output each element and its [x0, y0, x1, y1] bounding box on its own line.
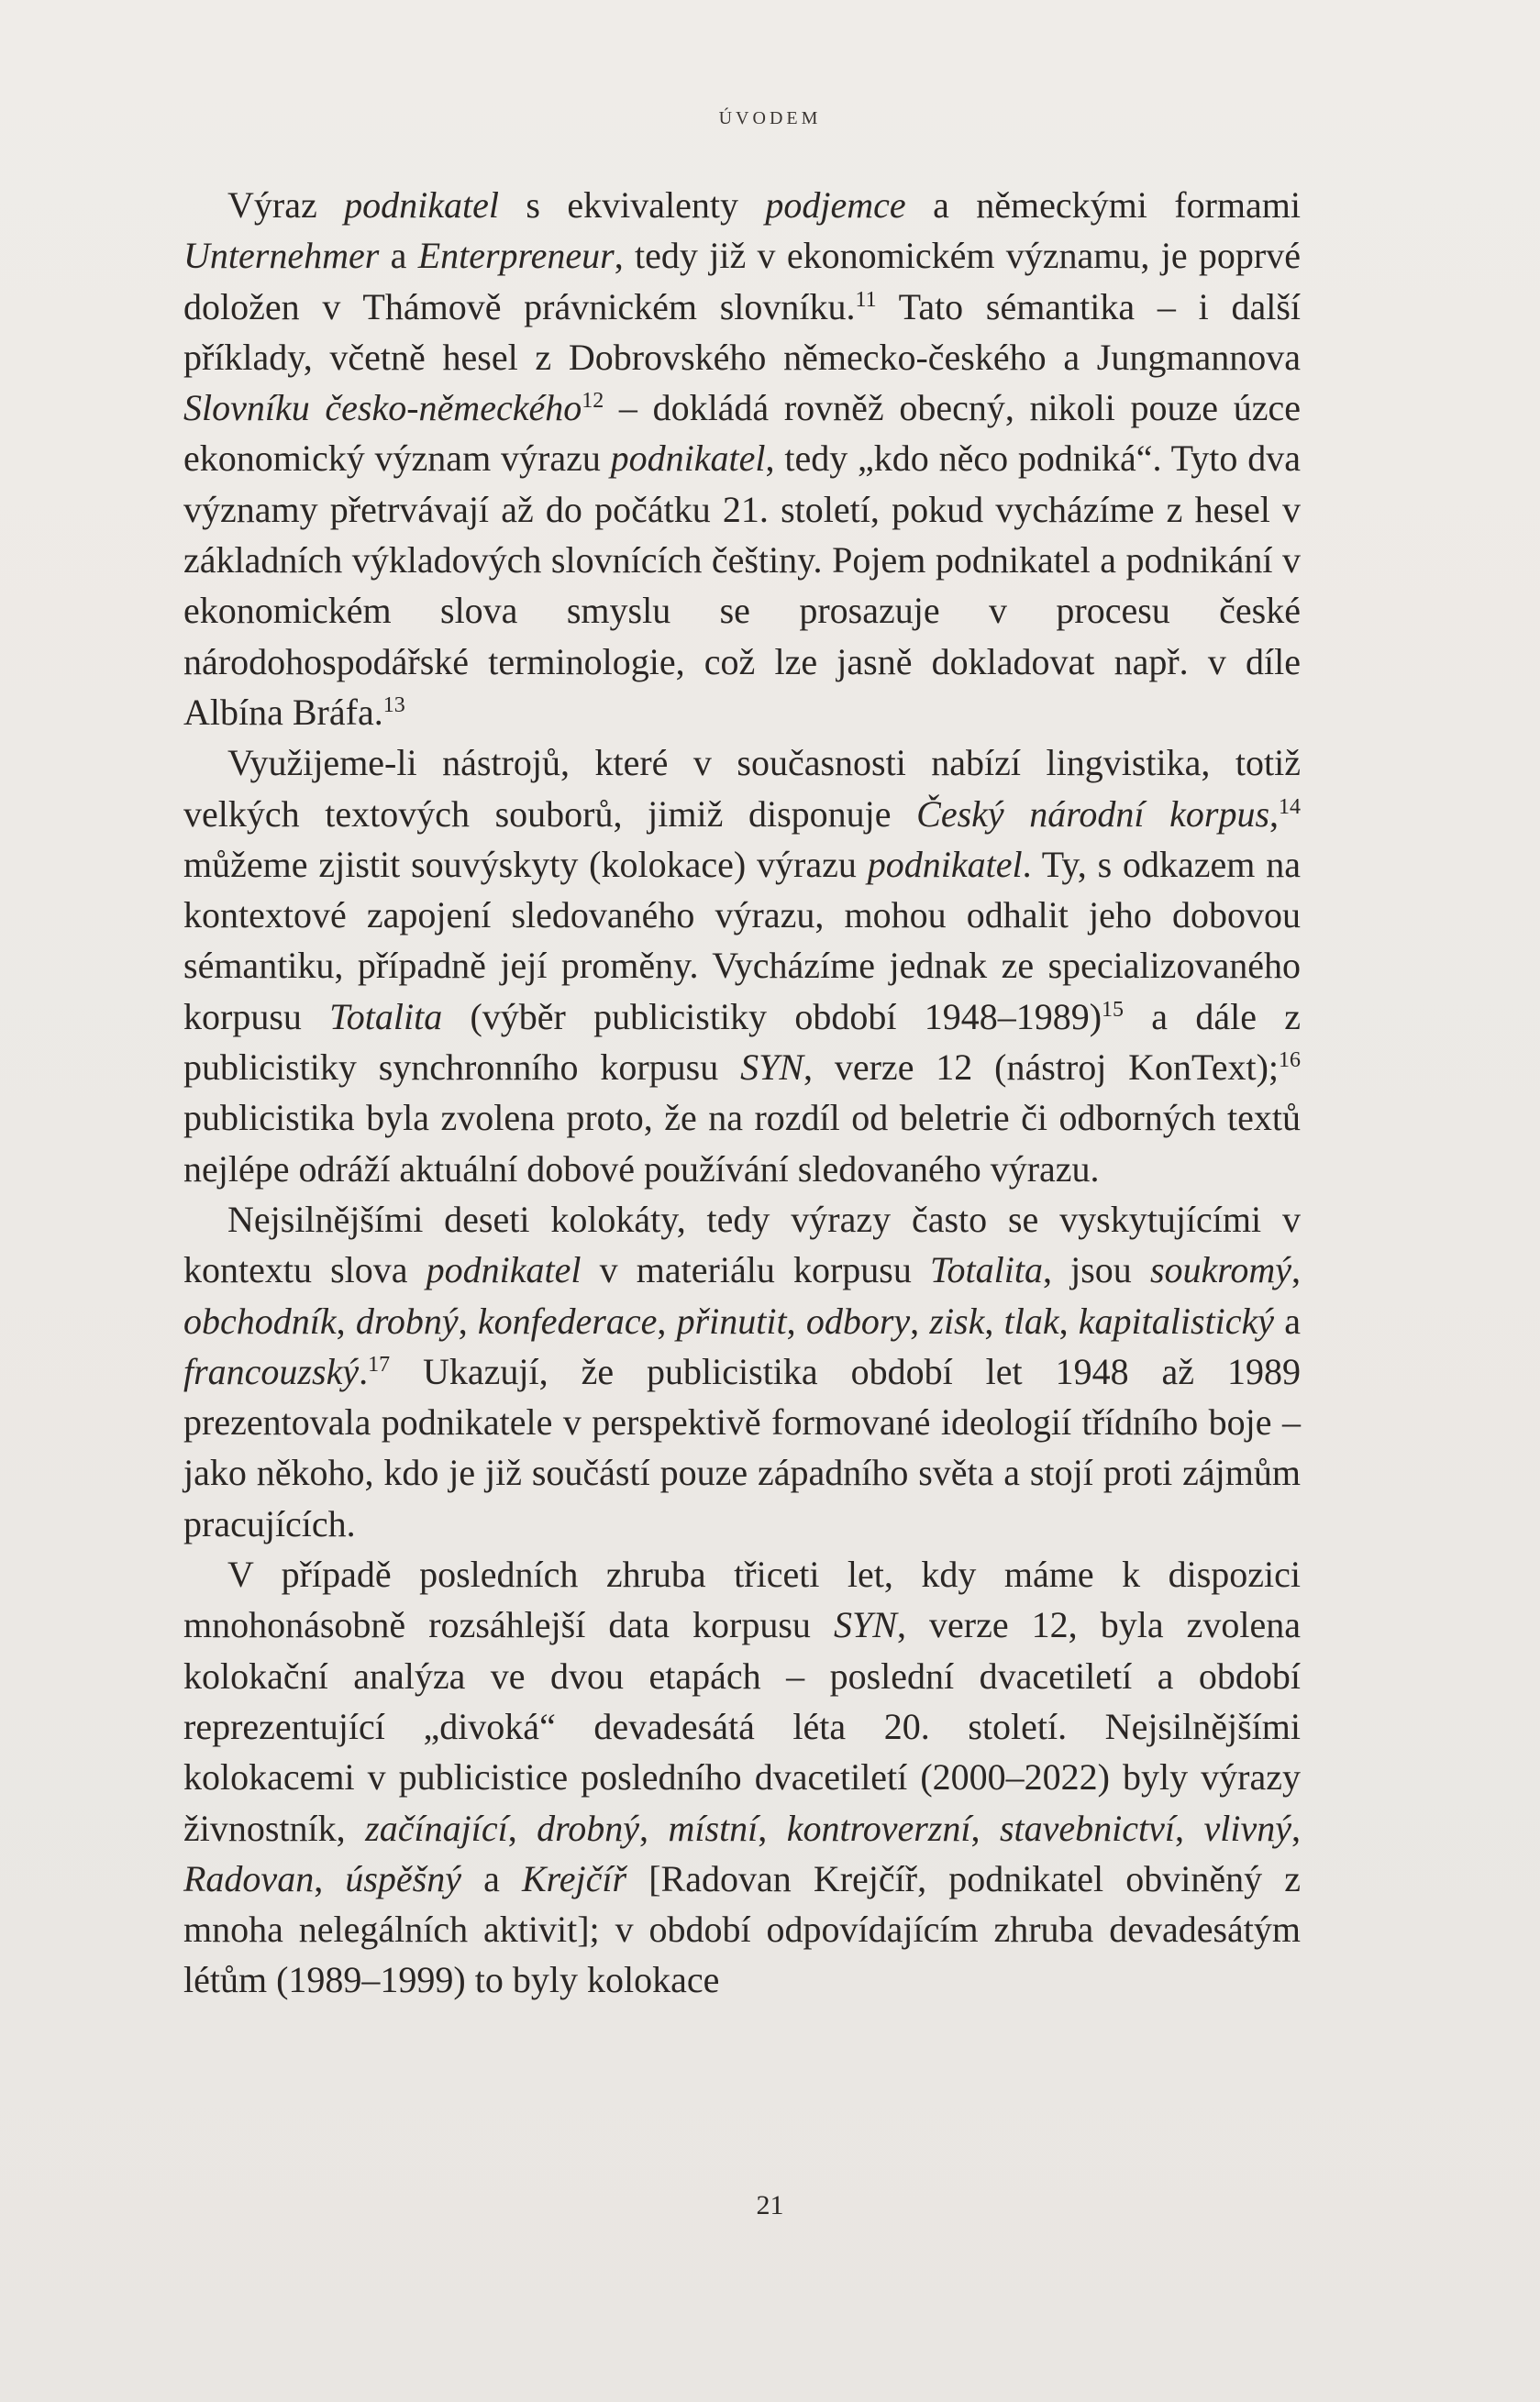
text-run: , — [657, 1300, 677, 1342]
italic-term: stavebnictví — [999, 1807, 1176, 1849]
text-run: [Radovan Krejčíř, podnikatel obviněný z mnoha nelegálních aktivit]; v období odpovídajícím zhruba devadesátým létům (1989–1999) to byly kolokace — [183, 1857, 1301, 2001]
text-run: , — [758, 1807, 787, 1849]
italic-term: tlak — [1003, 1300, 1059, 1342]
italic-term: Unternehmer — [183, 235, 380, 277]
italic-term: podnikatel — [344, 184, 499, 226]
italic-term: drobný — [355, 1300, 459, 1342]
text-run: V případě posledních zhruba třiceti let, kdy máme k dispozici mnohonásobně rozsáhlejší data korpusu — [183, 1554, 1301, 1646]
text-run: a — [379, 235, 418, 277]
text-run: , — [786, 1300, 806, 1342]
running-head: ÚVODEM — [718, 108, 822, 128]
footnote-ref: 15 — [1102, 997, 1125, 1022]
italic-term: obchodník — [183, 1300, 337, 1342]
text-run: – dokládá rovněž obecný, nikoli pouze úzce ekonomický význam výrazu — [183, 387, 1301, 480]
italic-term: Krejčíř — [522, 1857, 627, 1899]
paragraph — [183, 1194, 1301, 1549]
text-run: , verze 12, byla zvolena kolokační analýza ve dvou etapách – poslední dvacetiletí a období reprezentující „divoká“ devadesátá léta 20. století. Nejsilnějšími kolokacemi v publicistice posledního dvacetiletí (2000–2022) byly výrazy živnostník, — [183, 1604, 1302, 1849]
italic-term: soukromý — [1149, 1249, 1291, 1291]
text-run: a dále z publicistiky synchronního korpusu — [183, 995, 1301, 1089]
italic-term: začínající — [365, 1807, 508, 1849]
italic-term: podnikatel — [867, 843, 1023, 885]
page-number: 21 — [756, 2190, 784, 2220]
text-run: , — [639, 1807, 669, 1849]
italic-term: konfederace — [477, 1300, 658, 1342]
text-run: (výběr publicistiky období 1948–1989) — [442, 995, 1102, 1037]
text-run: , — [507, 1807, 537, 1849]
italic-term: Český národní korpus — [916, 792, 1270, 835]
italic-term: kontroverzní — [786, 1807, 971, 1849]
body-text — [183, 180, 1301, 2006]
text-run: Výraz — [227, 184, 345, 226]
text-run: , verze 12 (nástroj KonText); — [803, 1046, 1279, 1089]
text-run: , tedy již v ekonomickém významu, je poprvé doložen v Thámově právnickém slovníku. — [183, 235, 1301, 327]
text-run: Ukazují, že publicistika období let 1948 až 1989 prezentovala podnikatele v perspektivě formované ideologií třídního boje – jako někoho, kdo je již součástí pouze západního světa a stojí proti zájmům pracujících. — [183, 1350, 1301, 1544]
paragraph — [183, 737, 1301, 1194]
paragraph — [183, 1549, 1301, 2006]
text-run: , — [1291, 1249, 1301, 1291]
text-run: Nejsilnějšími deseti kolokáty, tedy výrazy často se vyskytujícími v kontextu slova — [183, 1198, 1301, 1291]
italic-term: Totalita — [929, 1249, 1043, 1291]
text-run: , — [984, 1300, 1004, 1342]
italic-term: místní — [668, 1807, 759, 1849]
text-run: , — [314, 1857, 346, 1899]
italic-term: Radovan — [183, 1857, 315, 1899]
italic-term: podnikatel — [426, 1249, 582, 1291]
text-run: s ekvivalenty — [499, 184, 766, 226]
text-run: Využijeme-li nástrojů, které v současnosti nabízí lingvistika, totiž velkých textových souborů, jimiž disponuje — [183, 742, 1301, 835]
text-run: a — [460, 1857, 522, 1899]
text-run: , — [336, 1300, 356, 1342]
text-run: Tato sémantika – i další příklady, včetně hesel z Dobrovského německo-českého a Jungmannova — [183, 285, 1301, 378]
italic-term: vlivný — [1203, 1807, 1291, 1849]
text-run: , — [1269, 792, 1280, 835]
text-run: a — [1274, 1300, 1302, 1342]
italic-term: podjemce — [765, 184, 906, 226]
text-run: , — [970, 1807, 1000, 1849]
footnote-ref: 16 — [1279, 1048, 1301, 1073]
italic-term: zisk — [929, 1300, 985, 1342]
italic-term: Enterpreneur — [417, 235, 615, 277]
text-run: . — [359, 1350, 369, 1392]
text-run: , — [1058, 1300, 1079, 1342]
footnote-ref: 17 — [368, 1352, 391, 1377]
footnote-ref: 12 — [582, 389, 604, 414]
italic-term: přinutit — [676, 1300, 787, 1342]
italic-term: Slovníku česko-německého — [183, 387, 582, 429]
italic-term: francouzský — [183, 1350, 360, 1392]
italic-term: úspěšný — [345, 1857, 461, 1899]
text-run: , jsou — [1043, 1249, 1150, 1291]
text-run: a německými formami — [905, 184, 1302, 226]
italic-term: kapitalistický — [1078, 1300, 1275, 1342]
text-run: , — [1291, 1807, 1301, 1849]
footnote-ref: 13 — [382, 692, 405, 717]
paragraph — [183, 180, 1301, 737]
footnote-ref: 11 — [855, 287, 877, 312]
italic-term: SYN — [740, 1046, 804, 1089]
italic-term: podnikatel — [610, 437, 766, 480]
text-run: v materiálu korpusu — [581, 1249, 930, 1291]
text-run: . Ty, s odkazem na kontextové zapojení sledovaného výrazu, mohou odhalit jeho dobovou sémantiku, případně její proměny. Vycházíme jednak ze specializovaného korpusu — [183, 843, 1301, 1037]
text-run: můžeme zjistit souvýskyty (kolokace) výrazu — [183, 843, 868, 885]
italic-term: SYN — [834, 1604, 897, 1646]
text-run: , — [1175, 1807, 1204, 1849]
footnote-ref: 14 — [1279, 794, 1302, 819]
italic-term: drobný — [537, 1807, 640, 1849]
italic-term: Totalita — [329, 995, 443, 1037]
italic-term: odbory — [805, 1300, 911, 1342]
text-run: , — [910, 1300, 930, 1342]
text-run: , — [458, 1300, 478, 1342]
text-run: , tedy „kdo něco podniká“. Tyto dva významy přetrvávají až do počátku 21. století, pokud vycházíme z hesel v základních výkladových slovnících češtiny. Pojem podnikatel a podnikání v ekonomickém slova smyslu se prosazuje v procesu české národohospodářské terminologie, což lze jasně dokladovat např. v díle Albína Bráfa. — [183, 437, 1301, 733]
text-run: publicistika byla zvolena proto, že na rozdíl od beletrie či odborných textů nejlépe odráží aktuální dobové používání sledovaného výrazu. — [183, 1097, 1301, 1190]
